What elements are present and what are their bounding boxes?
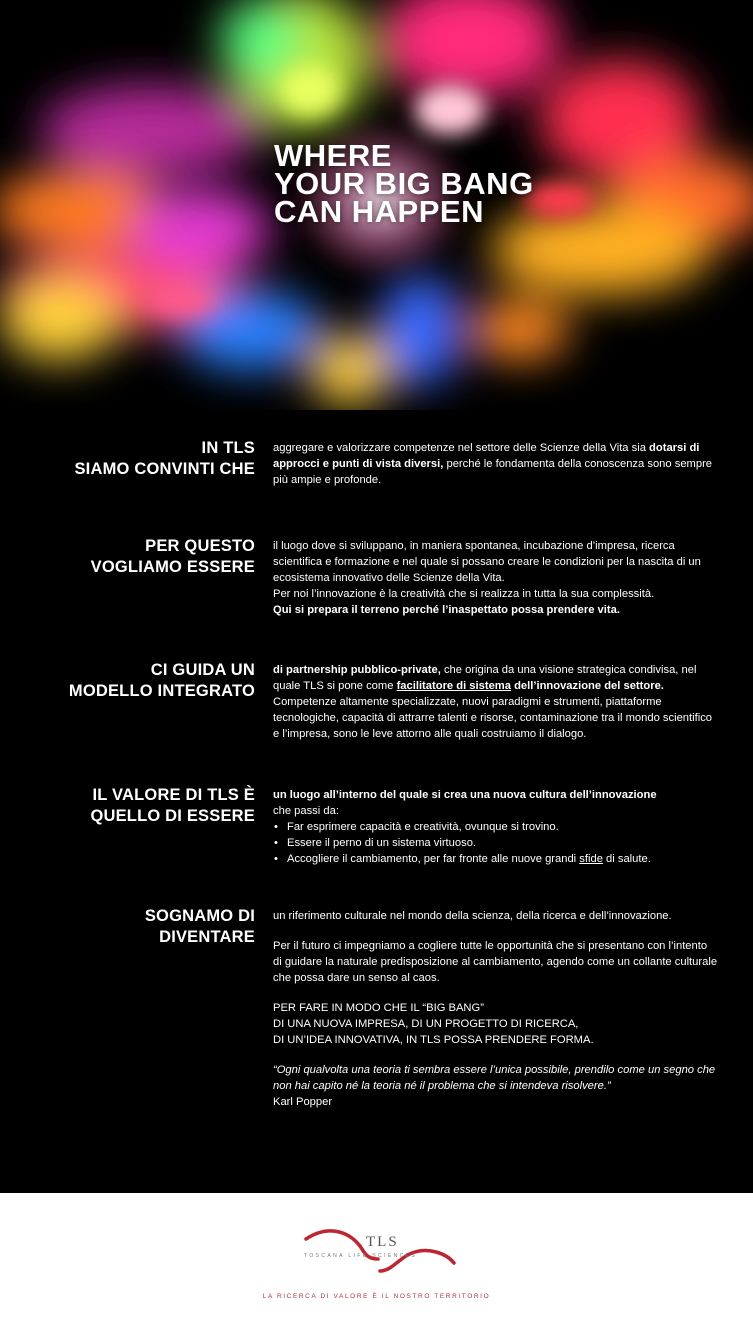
hero-title-line-2: YOUR BIG BANG: [274, 166, 534, 201]
section-body: [273, 662, 718, 742]
caps-line: PER FARE IN MODO CHE IL “BIG BANG”: [273, 1002, 484, 1014]
list-item: • Essere il perno di un sistema virtuoso.: [273, 835, 718, 851]
spacer: [273, 924, 718, 938]
paragraph: [273, 440, 718, 488]
tls-logo[interactable]: [300, 1223, 460, 1279]
footer-tagline: LA RICERCA DI VALORE È IL NOSTRO TERRITORIO: [262, 1293, 491, 1300]
bold-text: dell’innovazione del settore.: [510, 680, 664, 692]
text: aggregare e valorizzare competenze nel settore delle Scienze della Vita sia: [273, 442, 650, 454]
bold-text: dotarsi di approcci e punti di vista diversi,: [273, 442, 700, 470]
section-heading-line-1: PER QUESTO: [145, 537, 255, 555]
section-heading-line-1: CI GUIDA UN: [150, 661, 255, 679]
paragraph: il luogo dove si sviluppano, in maniera spontanea, incubazione d’impresa, ricerca scientifica e formazione e nel quale si possano creare le condizioni per la nascita di un ecosistema innovativo delle Scienze della Vita.: [273, 540, 701, 584]
paragraph: [273, 662, 718, 694]
text: Accogliere il cambiamento, per far fronte alle nuove grandi: [287, 853, 580, 865]
section-heading: [15, 438, 255, 480]
caps-line: DI UNA NUOVA IMPRESA, DI UN PROGETTO DI RICERCA,: [273, 1018, 579, 1030]
footer: [0, 1193, 753, 1340]
list-item: • Far esprimere capacità e creatività, ovunque si trovino.: [273, 819, 718, 835]
bold-paragraph: un luogo all’interno del quale si crea una nuova cultura dell’innovazione: [273, 789, 657, 801]
section-heading: [15, 785, 255, 827]
paragraph: che passi da:: [273, 805, 339, 817]
quote: “Ogni qualvolta una teoria ti sembra essere l’unica possibile, prendilo come un segno che non hai capito né la teoria né il problema che si intendeva risolvere.”: [273, 1064, 716, 1092]
paragraph: Per noi l’innovazione è la creatività che si realizza in tutta la sua complessità.: [273, 588, 655, 600]
caps-line: DI UN’IDEA INNOVATIVA, IN TLS POSSA PRENDERE FORMA.: [273, 1034, 594, 1046]
section-heading: [15, 536, 255, 578]
facilitatore-link[interactable]: facilitatore di sistema: [396, 680, 511, 692]
section-body: [273, 908, 718, 1110]
bold-text: di partnership pubblico-private,: [273, 664, 441, 676]
bold-paragraph: Qui si prepara il terreno perché l’inaspettato possa prendere vita.: [273, 604, 620, 616]
section-heading-line-2: SIAMO CONVINTI CHE: [74, 460, 255, 478]
section-heading: [15, 660, 255, 702]
bullet-list: [273, 819, 718, 867]
hero-title: [274, 138, 534, 229]
hero-title-line-3: CAN HAPPEN: [274, 194, 484, 229]
sfide-link[interactable]: sfide: [579, 853, 603, 865]
section-heading-line-1: SOGNAMO DI: [144, 907, 255, 925]
section-heading-line-2: DIVENTARE: [159, 928, 255, 946]
paragraph: Per il futuro ci impegniamo a cogliere tutte le opportunità che si presentano con l’intento di guidare la naturale predisposizione al cambiamento, agendo come un collante culturale che possa dare un senso al caos.: [273, 940, 718, 984]
quote-author: Karl Popper: [273, 1096, 333, 1108]
spacer: [273, 1048, 718, 1062]
hero-banner: [0, 0, 753, 410]
paragraph: un riferimento culturale nel mondo della scienza, della ricerca e dell’innovazione.: [273, 910, 672, 922]
section-heading: [15, 906, 255, 948]
logo-subtext: TOSCANA LIFE SCIENCES: [304, 1253, 418, 1259]
section-heading-line-1: IL VALORE DI TLS È: [92, 786, 255, 804]
text: di salute.: [602, 853, 651, 865]
section-body: [273, 538, 718, 618]
section-heading-line-2: MODELLO INTEGRATO: [68, 682, 255, 700]
section-heading-line-1: IN TLS: [201, 439, 255, 457]
section-heading-line-2: QUELLO DI ESSERE: [90, 807, 255, 825]
paragraph: Competenze altamente specializzate, nuovi paradigmi e strumenti, piattaforme tecnologiche, capacità di attrarre talenti e risorse, contaminazione tra il mondo scientifico e l’impresa, sono le leve attorno alle quali costruiamo il dialogo.: [273, 696, 713, 740]
logo-text: TLS: [366, 1234, 399, 1250]
section-body: [273, 787, 718, 867]
section-heading-line-2: VOGLIAMO ESSERE: [90, 558, 255, 576]
section-body: [273, 440, 718, 488]
list-item: [273, 851, 718, 867]
spacer: [273, 986, 718, 1000]
text: perché le fondamenta della conoscenza sono sempre più ampie e profonde.: [273, 458, 713, 486]
hero-title-line-1: WHERE: [274, 138, 392, 173]
text: che origina da una visione strategica condivisa, nel quale TLS si pone come: [273, 664, 697, 692]
